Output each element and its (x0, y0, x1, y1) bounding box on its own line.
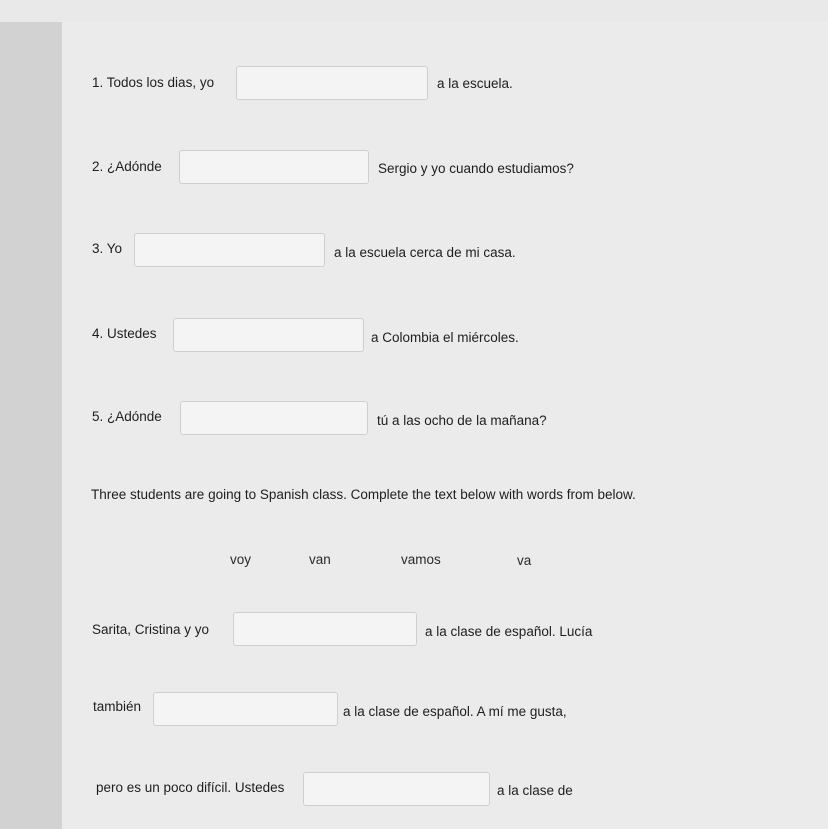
question-3-prefix: 3. Yo (92, 241, 123, 256)
passage-2-prefix: también (93, 699, 142, 714)
word-bank-item-voy[interactable]: voy (230, 552, 252, 567)
passage-3-answer-input[interactable] (303, 772, 490, 806)
instructions-text: Three students are going to Spanish class. Complete the text below with words from below. (91, 487, 636, 502)
question-5-answer-input[interactable] (180, 401, 368, 435)
question-1-prefix: 1. Todos los dias, yo (92, 75, 215, 90)
question-2-answer-input[interactable] (179, 150, 369, 184)
question-1-suffix: a la escuela. (437, 76, 513, 91)
question-4-suffix: a Colombia el miércoles. (371, 330, 519, 345)
top-strip (0, 0, 828, 23)
passage-1-answer-input[interactable] (233, 612, 417, 646)
word-bank-item-va[interactable]: va (517, 553, 532, 568)
passage-2-answer-input[interactable] (153, 692, 338, 726)
passage-3-suffix: a la clase de (497, 783, 573, 798)
question-2-suffix: Sergio y yo cuando estudiamos? (378, 161, 574, 176)
passage-2-suffix: a la clase de español. A mí me gusta, (343, 704, 567, 719)
word-bank-item-van[interactable]: van (309, 552, 331, 567)
word-bank-item-vamos[interactable]: vamos (401, 552, 441, 567)
passage-3-prefix: pero es un poco difícil. Ustedes (96, 780, 285, 795)
passage-1-prefix: Sarita, Cristina y yo (92, 622, 210, 637)
left-margin (0, 22, 62, 829)
question-5-prefix: 5. ¿Adónde (92, 409, 162, 424)
question-5-suffix: tú a las ocho de la mañana? (377, 413, 547, 428)
question-2-prefix: 2. ¿Adónde (92, 159, 162, 174)
question-4-answer-input[interactable] (173, 318, 364, 352)
passage-1-suffix: a la clase de español. Lucía (425, 624, 593, 639)
question-3-suffix: a la escuela cerca de mi casa. (334, 245, 516, 260)
question-4-prefix: 4. Ustedes (92, 326, 157, 341)
question-1-answer-input[interactable] (236, 66, 428, 100)
question-3-answer-input[interactable] (134, 233, 325, 267)
